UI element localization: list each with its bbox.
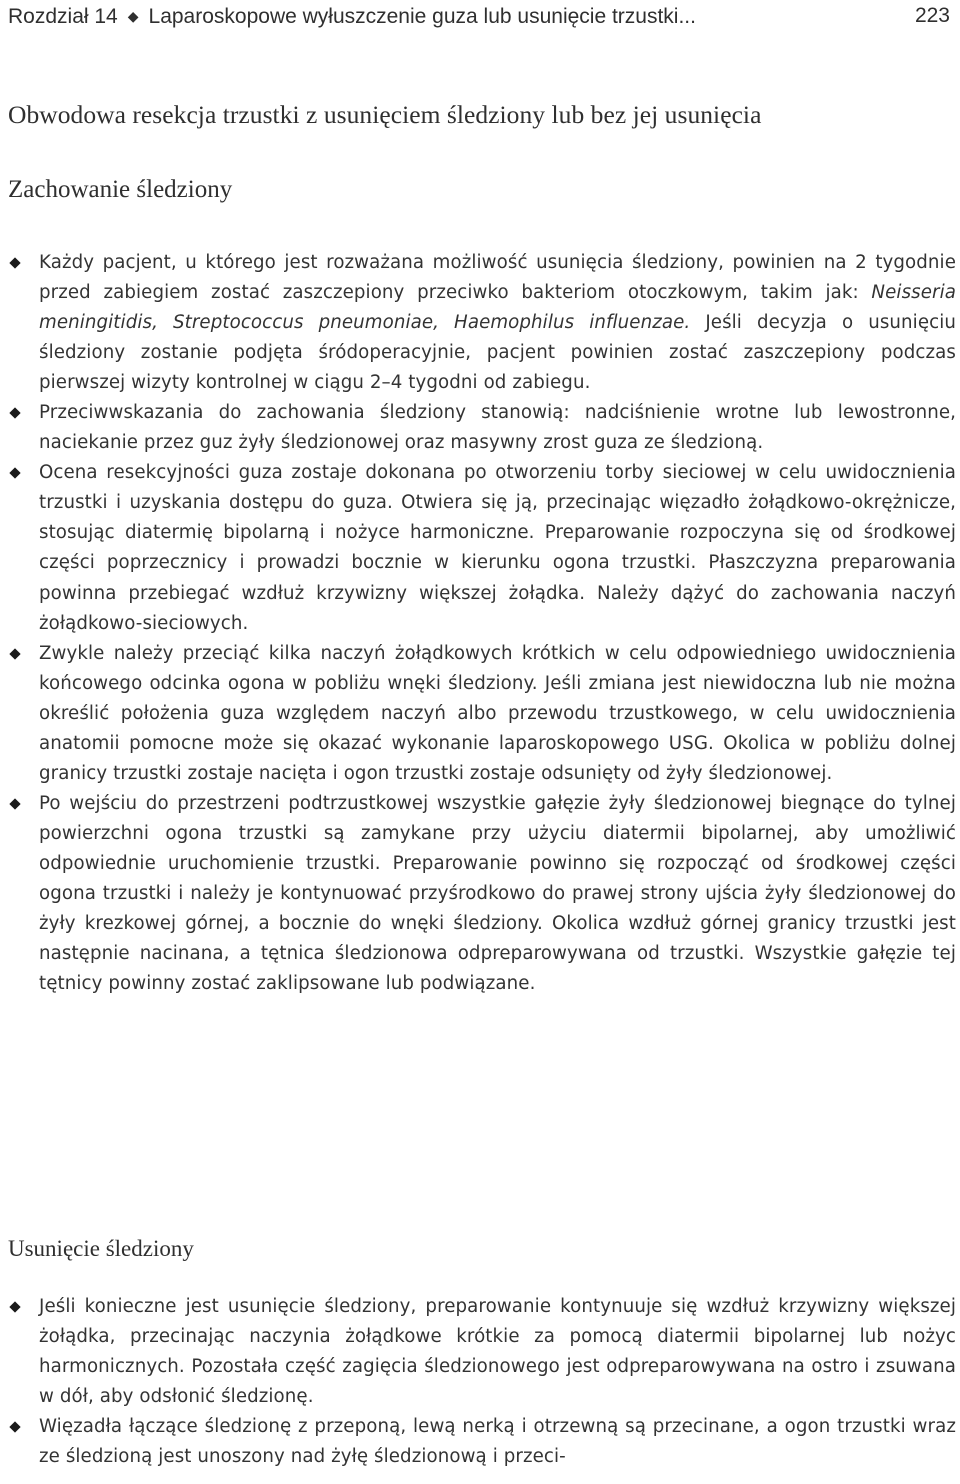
running-head	[0, 0, 960, 36]
diamond-bullet-icon	[8, 639, 24, 669]
list-item	[8, 248, 956, 398]
page-number: 223	[914, 4, 950, 27]
list-item	[8, 398, 956, 458]
list-item	[8, 1292, 956, 1412]
item-text: Zwykle należy przeciąć kilka naczyń żołądkowych krótkich w celu odpowiedniego uwidocznienia końcowego odcinka ogona w pobliżu wnęki śledziony. Jeśli zmiana jest niewidoczna lub nie można określić położenia guza względem naczyń albo przewodu trzustkowego, w celu uwidocznienia anatomii pomocne może się okazać wykonanie laparoskopowego USG. Okolica w pobliżu dolnej granicy trzustki zostaje nacięta i ogon trzustki zostaje odsunięty od żyły śledzionowej.	[39, 642, 956, 784]
item-text: Przeciwwskazania do zachowania śledziony stanowią: nadciśnienie wrotne lub lewostronne, naciekanie przez guz żyły śledzionowej oraz masywny zrost guza ze śledzioną.	[39, 402, 956, 454]
item-text: Jeśli konieczne jest usunięcie śledziony, preparowanie kontynuuje się wzdłuż krzywizny większej żołądka, przecinając naczynia żołądkowe krótkie za pomocą diatermii bipolarnej lub nożyc harmonicznych. Pozostała część zagięcia śledzionowego jest odpreparowywana na ostro i zsuwana w dół, aby odsłonić śledzionę.	[39, 1296, 956, 1408]
subsection-title-spleen-preservation: Zachowanie śledziony	[8, 176, 233, 203]
item-italic-text: Neisseria meningitidis, Streptococcus pneumoniae, Haemophilus influenzae.	[39, 282, 956, 334]
diamond-bullet-icon	[8, 248, 24, 278]
list-item	[8, 639, 956, 789]
bullet-separator: ◆	[127, 8, 139, 24]
chapter-title: Laparoskopowe wyłuszczenie guza lub usunięcie trzustki...	[148, 5, 696, 28]
list-item	[8, 458, 956, 638]
item-text: Po wejściu do przestrzeni podtrzustkowej wszystkie gałęzie żyły śledzionowej biegnące do tylnej powierzchni ogona trzustki są zamykane przy użyciu diatermii bipolarnej, aby umożliwić odpowiednie uruchomienie trzustki. Preparowanie powinno się rozpocząć od środkowej części ogona trzustki i należy je kontynuować przyśrodkowo do prawej strony ujścia żyły śledzionowej do żyły krezkowej górnej, a bocznie do wnęki śledziony. Okolica wzdłuż górnej granicy trzustki jest następnie nacinana, a tętnica śledzionowa odpreparowywana od trzustki. Wszystkie gałęzie tej tętnicy powinny zostać zaklipsowane lub podwiązane.	[39, 792, 956, 995]
item-text: Więzadła łączące śledzionę z przeponą, lewą nerką i otrzewną są przecinane, a ogon trzustki wraz ze śledzioną jest unoszony nad żyłę śledzionową i przeci-	[39, 1416, 956, 1468]
splenectomy-list	[8, 1292, 956, 1472]
diamond-bullet-icon	[8, 398, 24, 428]
list-item	[8, 789, 956, 999]
item-text-continued: Jeśli decyzja o usunięciu śledziony zostanie podjęta śródoperacyjnie, pacjent powinien zostać zaszczepiony podczas pierwszej wizyty kontrolnej w ciągu 2–4 tygodni od zabiegu.	[39, 312, 956, 394]
diamond-bullet-icon	[8, 1292, 24, 1322]
subsection-title-splenectomy: Usunięcie śledziony	[8, 1236, 194, 1261]
diamond-bullet-icon	[8, 1412, 24, 1442]
item-text: Każdy pacjent, u którego jest rozważana możliwość usunięcia śledziony, powinien na 2 tygodnie przed zabiegiem zostać zaszczepiony przeciwko bakteriom otoczkowym, takim jak:	[39, 252, 956, 304]
diamond-bullet-icon	[8, 789, 24, 819]
spleen-preservation-list	[8, 248, 956, 999]
running-head-left	[8, 0, 696, 33]
section-title: Obwodowa resekcja trzustki z usunięciem śledziony lub bez jej usunięcia	[8, 100, 762, 129]
chapter-label: Rozdział 14	[8, 5, 118, 28]
list-item	[8, 1412, 956, 1472]
diamond-bullet-icon	[8, 458, 24, 488]
item-text: Ocena resekcyjności guza zostaje dokonana po otworzeniu torby sieciowej w celu uwidocznienia trzustki i uzyskania dostępu do guza. Otwiera się ją, przecinając więzadło żołądkowo-okrężnicze, stosując diatermię bipolarną i nożyce harmoniczne. Preparowanie rozpoczyna się od środkowej części poprzecznicy i prowadzi bocznie w kierunku ogona trzustki. Płaszczyzna preparowania powinna przebiegać wzdłuż krzywizny większej żołądka. Należy dążyć do zachowania naczyń żołądkowo-sieciowych.	[39, 462, 956, 634]
